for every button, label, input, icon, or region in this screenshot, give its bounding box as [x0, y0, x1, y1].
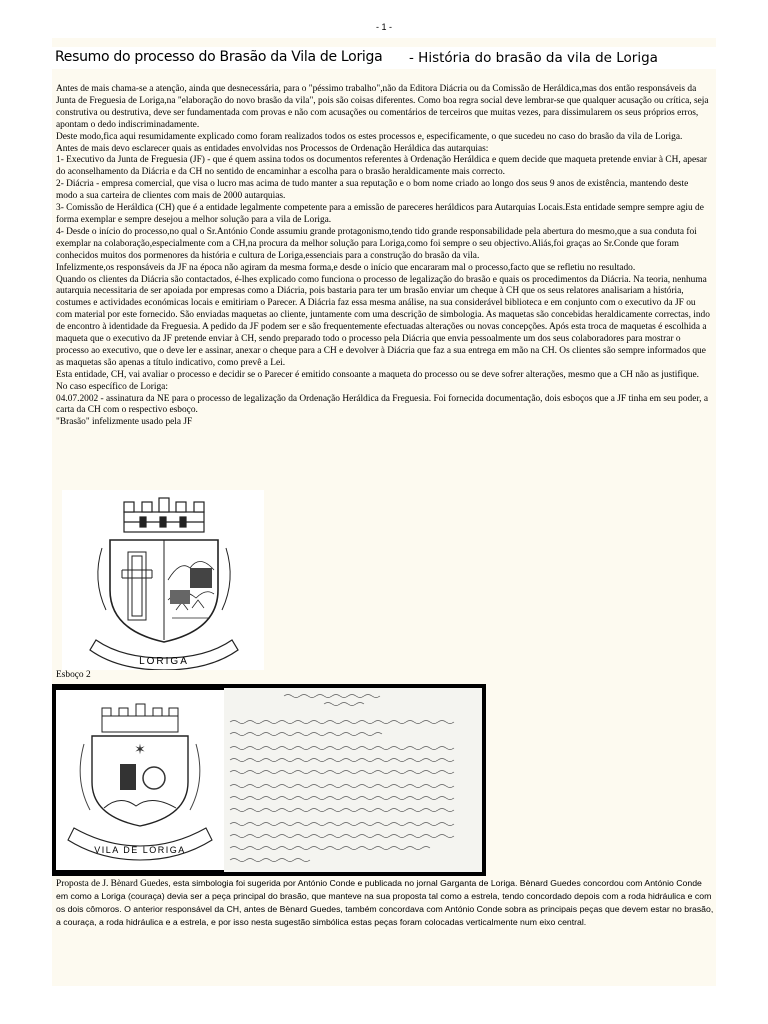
page-title: Resumo do processo do Brasão da Vila de Loriga — [55, 49, 383, 65]
paragraph: 2- Diácria - empresa comercial, que visa o lucro mas acima de tudo manter a sua reputação e o bom nome criado ao longo dos seus 9 anos de existência, mantendo deste modo a sua carteira de clientes com mais de 2000 autarquias. — [56, 179, 689, 202]
article-body — [56, 84, 712, 429]
scroll-text: VILA DE LORIGA — [94, 845, 186, 855]
sketch-caption — [56, 877, 714, 929]
coat-of-arms-image — [62, 490, 264, 670]
caption-text: , esta simbologia foi sugerida por António Conde e publicada no jornal Garganta de Loriga. Bènard Guedes concordou com António Conde em como a Loriga (couraça) devia ser a peça principal do brasão, que manteve na sua proposta tal como a estrela, tendo concordado depois com a roda hidráulica e com os dois cômoros. O anterior responsável da CH, antes de Bènard Guedes, também concordava com António Conde sobra as principais peças que devem estar no brasão, a couraça, a roda hidráulica e a estrela, e por isso nesta sugestão simbólica estas peças foram colocadas verticalmente num eixo central. — [56, 878, 714, 927]
paragraph: Infelizmente,os responsáveis da JF na época não agiram da mesma forma,e desde o início que encararam mal o processo,facto que se refletiu no resultado. — [56, 262, 636, 273]
page-number: - 1 - — [375, 22, 392, 32]
paragraph: Antes de mais chama-se a atenção, ainda que desnecessária, para o "péssimo trabalho",não da Editora Diácria ou da Comissão de Heráldica,mas dos então responsáveis da Junta de Freguesia de Loriga,na "elaboração do novo brasão da vila", pois são coisas diferentes. Como boa regra social deve lembrar-se que qualquer acusação ou crítica, seja construtiva ou destrutiva, deve ser fundamentada com provas e não com acusações ou comentários de terceiros que muitas vezes, para dissimularem os seus próprios erros, apontam o dedo indiscriminadamente. — [56, 84, 709, 130]
paragraph: Deste modo,fica aqui resumidamente explicado como foram realizados todos os estes processos e, especificamente, o que sucedeu no caso do brasão da vila de Loriga. — [56, 131, 683, 142]
paragraph: 04.07.2002 - assinatura da NE para o processo de legalização da Ordenação Heráldica da Freguesia. Foi fornecida documentação, dois esboços que a JF tinha em seu poder, a carta da CH com o respectivo esboço. — [56, 393, 708, 416]
page-subtitle: - História do brasão da vila de Loriga — [409, 50, 658, 66]
sketch-label: Esboço 2 — [56, 670, 91, 680]
caption-lead: Proposta de J. Bènard Guedes — [56, 879, 169, 889]
paragraph: Esta entidade, CH, vai avaliar o processo e decidir se o Parecer é emitido consoante a maqueta do processo ou se deve sofrer alterações, mesmo que a CH não as justifique. — [56, 369, 700, 380]
handwriting-scribbles — [224, 688, 482, 872]
paragraph: Antes de mais devo esclarecer quais as entidades envolvidas nos Processos de Ordenação Heráldica das autarquias: — [56, 143, 489, 154]
title-bar — [52, 47, 716, 69]
sketch-image — [52, 684, 486, 876]
paragraph: 1- Executivo da Junta de Freguesia (JF) - que é quem assina todos os documentos referentes à Ordenação Heráldica e quem decide que maqueta pretende enviar à CH, apesar do aconselhamento da Diácria e da CH no sentido de encaminhar a escolha para o brasão heraldicamente mais correcto. — [56, 155, 708, 178]
sketch-coat-panel — [56, 690, 224, 870]
paragraph: Quando os clientes da Diácria são contactados, é-lhes explicado como funciona o processo de legalização do brasão e quais os procedimentos da Diácria. Na teoria, nenhuma autarquia necessitaria de ser apoiada por empresas como a Diácria, pois bastaria para ter um brasão enviar um cheque à CH que os seus relatores analisariam a história, costumes e actividades económicas locais e emitiriam o Parecer. A Diácria faz essa mesma análise, na sua considerável biblioteca e em conjunto com o executivo da JF ou com material por este fornecido. São enviadas maquetas ao cliente, juntamente com uma descrição de simbologia. As maquetas são concebidas heraldicamente correctas, indo de encontro à identidade da Freguesia. A pedido da JF podem ser e são frequentemente efectuadas alterações ou novas concepções. Após esta troca de maquetas é escolhida a maqueta que o executivo da JF pretende enviar à CH, sendo preparado todo o processo pela Diácria que envia pessoalmente um dos seus colaboradores para mostrar o processo ao executivo, que o deve ler e assinar, anexar o cheque para a CH e devolver à Diácria que faz a sua entrega em mão na CH. Os clientes são sempre informados que as maquetas são apenas a título indicativo, como prevê a Lei. — [56, 274, 710, 368]
scroll-text: LORIGA — [139, 656, 189, 667]
paragraph: No caso específico de Loriga: — [56, 381, 168, 392]
handwritten-notes — [224, 688, 482, 872]
document-page — [52, 38, 716, 986]
paragraph: 4- Desde o início do processo,no qual o Sr.António Conde assumiu grande protagonismo,tendo tido grande responsabilidade pela abertura do mesmo,que a sua conduta foi exemplar na colaboração,especialmente com a CH,na procura da melhor solução para Loriga,como foi sempre o seu objectivo.Aliás,foi graças ao Sr.Conde que foram conhecidos muitos dos pormenores da história e cultura de Loriga,essenciais para a construção do brasão da vila. — [56, 226, 697, 261]
image-caption: "Brasão" infelizmente usado pela JF — [56, 417, 193, 428]
star-icon: ✶ — [134, 743, 146, 758]
paragraph: 3- Comissão de Heráldica (CH) que é a entidade legalmente competente para a emissão de pareceres heráldicos para Autarquias Locais.Esta entidade sempre sempre agiu de forma exemplar e sempre desejou a melhor solução para a vila de Loriga. — [56, 203, 704, 225]
sketch-coat-of-arms — [56, 690, 224, 870]
coat-of-arms-drawing — [62, 490, 264, 670]
